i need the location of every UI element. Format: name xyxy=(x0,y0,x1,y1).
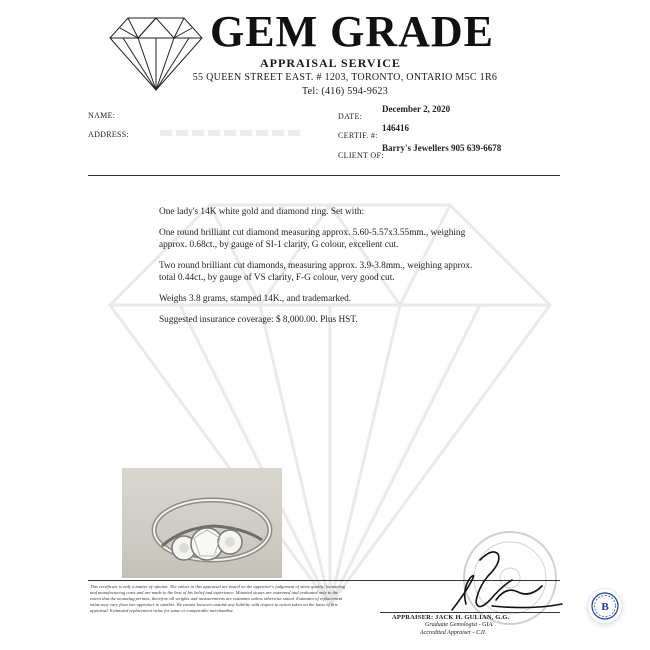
header-divider xyxy=(88,175,560,176)
appraiser-credential-cji: Accredited Appraiser - CJI. xyxy=(420,630,487,636)
date-label: DATE: xyxy=(338,112,363,121)
ring-photo xyxy=(122,468,282,578)
description-side-stones: Two round brilliant cut diamonds, measuring approx. 3.9-3.8mm., weighing approx. total 0.44ct., by gauge of VS clarity, F-G colour, very good cut. xyxy=(159,261,473,283)
address-label: ADDRESS: xyxy=(88,130,130,139)
name-label: NAME: xyxy=(88,111,116,120)
signature xyxy=(432,540,572,618)
appraiser-name: APPRAISER: JACK H. GULIAN, G.G. xyxy=(392,614,510,621)
certif-label: CERTIF. #: xyxy=(338,131,378,140)
brand-badge-icon[interactable] xyxy=(588,589,622,623)
signature-line xyxy=(380,612,560,613)
badge-letter: B xyxy=(601,601,609,613)
appraiser-credential-gia: Graduate Gemologist - GIA. xyxy=(425,622,494,628)
brand-subtitle: APPRAISAL SERVICE xyxy=(260,56,401,70)
date-value: December 2, 2020 xyxy=(382,104,451,114)
brand-title: GEM GRADE xyxy=(210,7,494,56)
item-description xyxy=(159,206,489,335)
disclaimer-text: This certificate is only a matter of opinion. The values in this appraisal are based on the appraiser's judgement of stone quality, honouring and manufacturing costs and are made to the best of his belief and experience. Mounted stones are examined and evaluated only to the extent that the mounting permits, therefore all weights and measurements are estimates unless otherwise stated. Estimates of replacement value may vary from one appraiser to another. We cannot however assume any liability with respect to action taken on the basis of this appraisal. Estimated replacement value for same or comparable merchandise. xyxy=(90,584,345,613)
description-insurance: Suggested insurance coverage: $ 8,000.00. Plus HST. xyxy=(159,315,358,325)
company-address: 55 QUEEN STREET EAST. # 1203, TORONTO, ONTARIO M5C 1R6 xyxy=(192,72,498,83)
description-center-stone: One round brilliant cut diamond measuring approx. 5.60-5.57x3.55mm., weighing approx. 0.68ct., by gauge of SI-1 clarity, G colour, excellent cut. xyxy=(159,228,466,250)
description-intro: One lady's 14K white gold and diamond ring. Set with: xyxy=(159,207,365,217)
certif-value: 146416 xyxy=(382,123,409,133)
description-weight: Weighs 3.8 grams, stamped 14K., and trademarked. xyxy=(159,294,352,304)
client-value: Barry's Jewellers 905 639-6678 xyxy=(382,143,502,153)
company-phone: Tel: (416) 594-9623 xyxy=(301,86,389,97)
address-faded-text xyxy=(160,130,300,136)
client-label: CLIENT OF: xyxy=(338,151,384,160)
